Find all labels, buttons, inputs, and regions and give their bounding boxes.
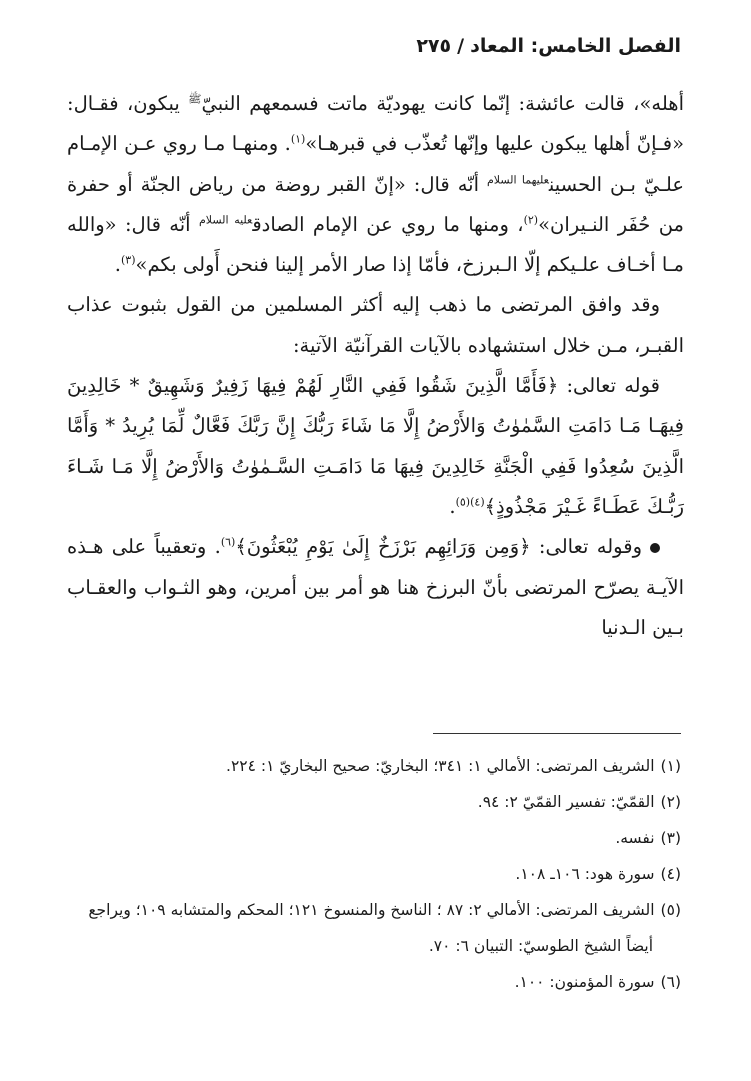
footnote-marker-2[interactable]: (٢) [523, 213, 539, 227]
text-run: . [449, 494, 456, 518]
footnote-marker-6[interactable]: (٦) [220, 535, 236, 549]
footnote-marker-1[interactable]: (١) [290, 132, 306, 146]
text-run: أنّه قال: «إنّ القبر روضة من رياض الجنّة أو حفرة من حُفَر النـيران» [67, 172, 684, 236]
quran-verse: قوله تعالى: ﴿فَأَمَّا الَّذِينَ شَقُوا فَفِي النَّارِ لَهُمْ فِيهَا زَفِيرٌ وَشَهِيقٌ * خَالِدِينَ فِيهَـا مَـا دَامَتِ السَّمٰوٰتُ وَالأَرْضُ إِلَّا مَا شَاءَ رَبُّكَ إِنَّ رَبَّكَ فَعَّالٌ لِّمَا يُرِيدُ * وَأَمَّا الَّذِينَ سُعِدُوا فَفِي الْجَنَّةِ خَالِدِينَ فِيهَا مَا دَامَـتِ السَّـمٰوٰتُ وَالأَرْضُ إِلَّا مَـا شَـاءَ رَبُّـكَ عَطَـاءً غَـيْرَ مَجْذُوذٍ﴾ [67, 374, 684, 518]
paragraph-3 [67, 366, 684, 527]
footnote-6 [60, 964, 681, 1000]
footnote-number: (٦) [660, 973, 681, 991]
paragraph-2: وقد وافق المرتضى ما ذهب إليه أكثر المسلمين من القول بثبوت عذاب القبـر، مـن خلال استشهاده بالآيات القرآنيّة الآتية: [67, 293, 684, 357]
footnote-3 [60, 820, 681, 856]
chapter-title: الفصل الخامس: المعاد [470, 35, 681, 57]
paragraph-4 [67, 527, 684, 648]
text-run: . وتعقيباً على هـذه الآيـة يصرّح المرتضى بأنّ البرزخ هنا هو أمر بين أمرين، وهو الثـواب والعقـاب بـين الـدنيا [67, 535, 684, 639]
honorific-imam: عليه السلام [198, 213, 253, 227]
header-separator: / [457, 35, 465, 57]
footnote-divider [433, 733, 681, 734]
footnote-marker-4[interactable]: (٤) [470, 495, 485, 509]
footnote-text: القمّيّ: تفسير القمّيّ ٢: ٩٤. [477, 793, 655, 811]
text-run: . ومنهـا مـا روي عـن الإمـام علـيّ بـن الحسين [67, 132, 684, 196]
footnote-text: الشريف المرتضى: الأمالي ٢: ٨٧ ؛ الناسخ والمنسوخ ١٢١؛ المحكم والمتشابه ١٠٩؛ ويراجع [88, 901, 655, 919]
footnote-text: الشريف المرتضى: الأمالي ١: ٣٤١؛ البخاريّ: صحيح البخاريّ ١: ٢٢٤. [226, 757, 655, 775]
footnote-5 [60, 892, 681, 928]
footnote-5-continued: أيضاً الشيخ الطوسيّ: التبيان ٦: ٧٠. [428, 937, 653, 955]
footnote-text: سورة المؤمنون: ١٠٠. [514, 973, 655, 991]
footnote-number: (٥) [660, 901, 681, 919]
footnote-number: (٣) [660, 829, 681, 847]
quran-verse: وقوله تعالى: ﴿وَمِن وَرَائِهِم بَرْزَخٌ إِلَىٰ يَوْمِ يُبْعَثُونَ﴾ [235, 535, 642, 559]
text-run: أنّه قال: «والله مـا أخـاف علـيكم إلّا الـبرزخ، فأمّا إذا صار الأمر إلينا فنحن أَولى بكم» [67, 212, 684, 277]
page-number: ٢٧٥ [416, 35, 452, 57]
honorific-prophet: ﷺ [188, 92, 202, 106]
footnote-marker-5[interactable]: (٥) [455, 495, 471, 509]
footnotes [60, 748, 681, 1000]
main-text [67, 84, 684, 648]
footnote-number: (٢) [660, 793, 681, 811]
running-header [70, 28, 681, 64]
text-run: يبكون، فقـال: «فـإنّ أهلها يبكون عليها وإنّها تُعذّب في قبرهـا» [67, 92, 685, 156]
footnote-text: سورة هود: ١٠٦ـ ١٠٨. [515, 865, 655, 883]
footnote-text: نفسه. [615, 829, 655, 847]
footnote-marker-3[interactable]: (٣) [121, 253, 136, 267]
text-run: أهله»، قالت عائشة: إنّما كانت يهوديّة ماتت فسمعهم النبيّ [201, 92, 684, 115]
text-run: ، ومنها ما روي عن الإمام الصادق [252, 212, 524, 236]
footnote-2 [60, 784, 681, 820]
bullet-icon [650, 543, 660, 553]
footnote-4 [60, 856, 681, 892]
text-run: . [114, 253, 121, 277]
footnote-number: (١) [660, 757, 681, 775]
footnote-1 [60, 748, 681, 784]
footnote-number: (٤) [660, 865, 681, 883]
paragraph-1 [67, 84, 684, 285]
honorific-imams: عليهما السلام [487, 173, 549, 187]
